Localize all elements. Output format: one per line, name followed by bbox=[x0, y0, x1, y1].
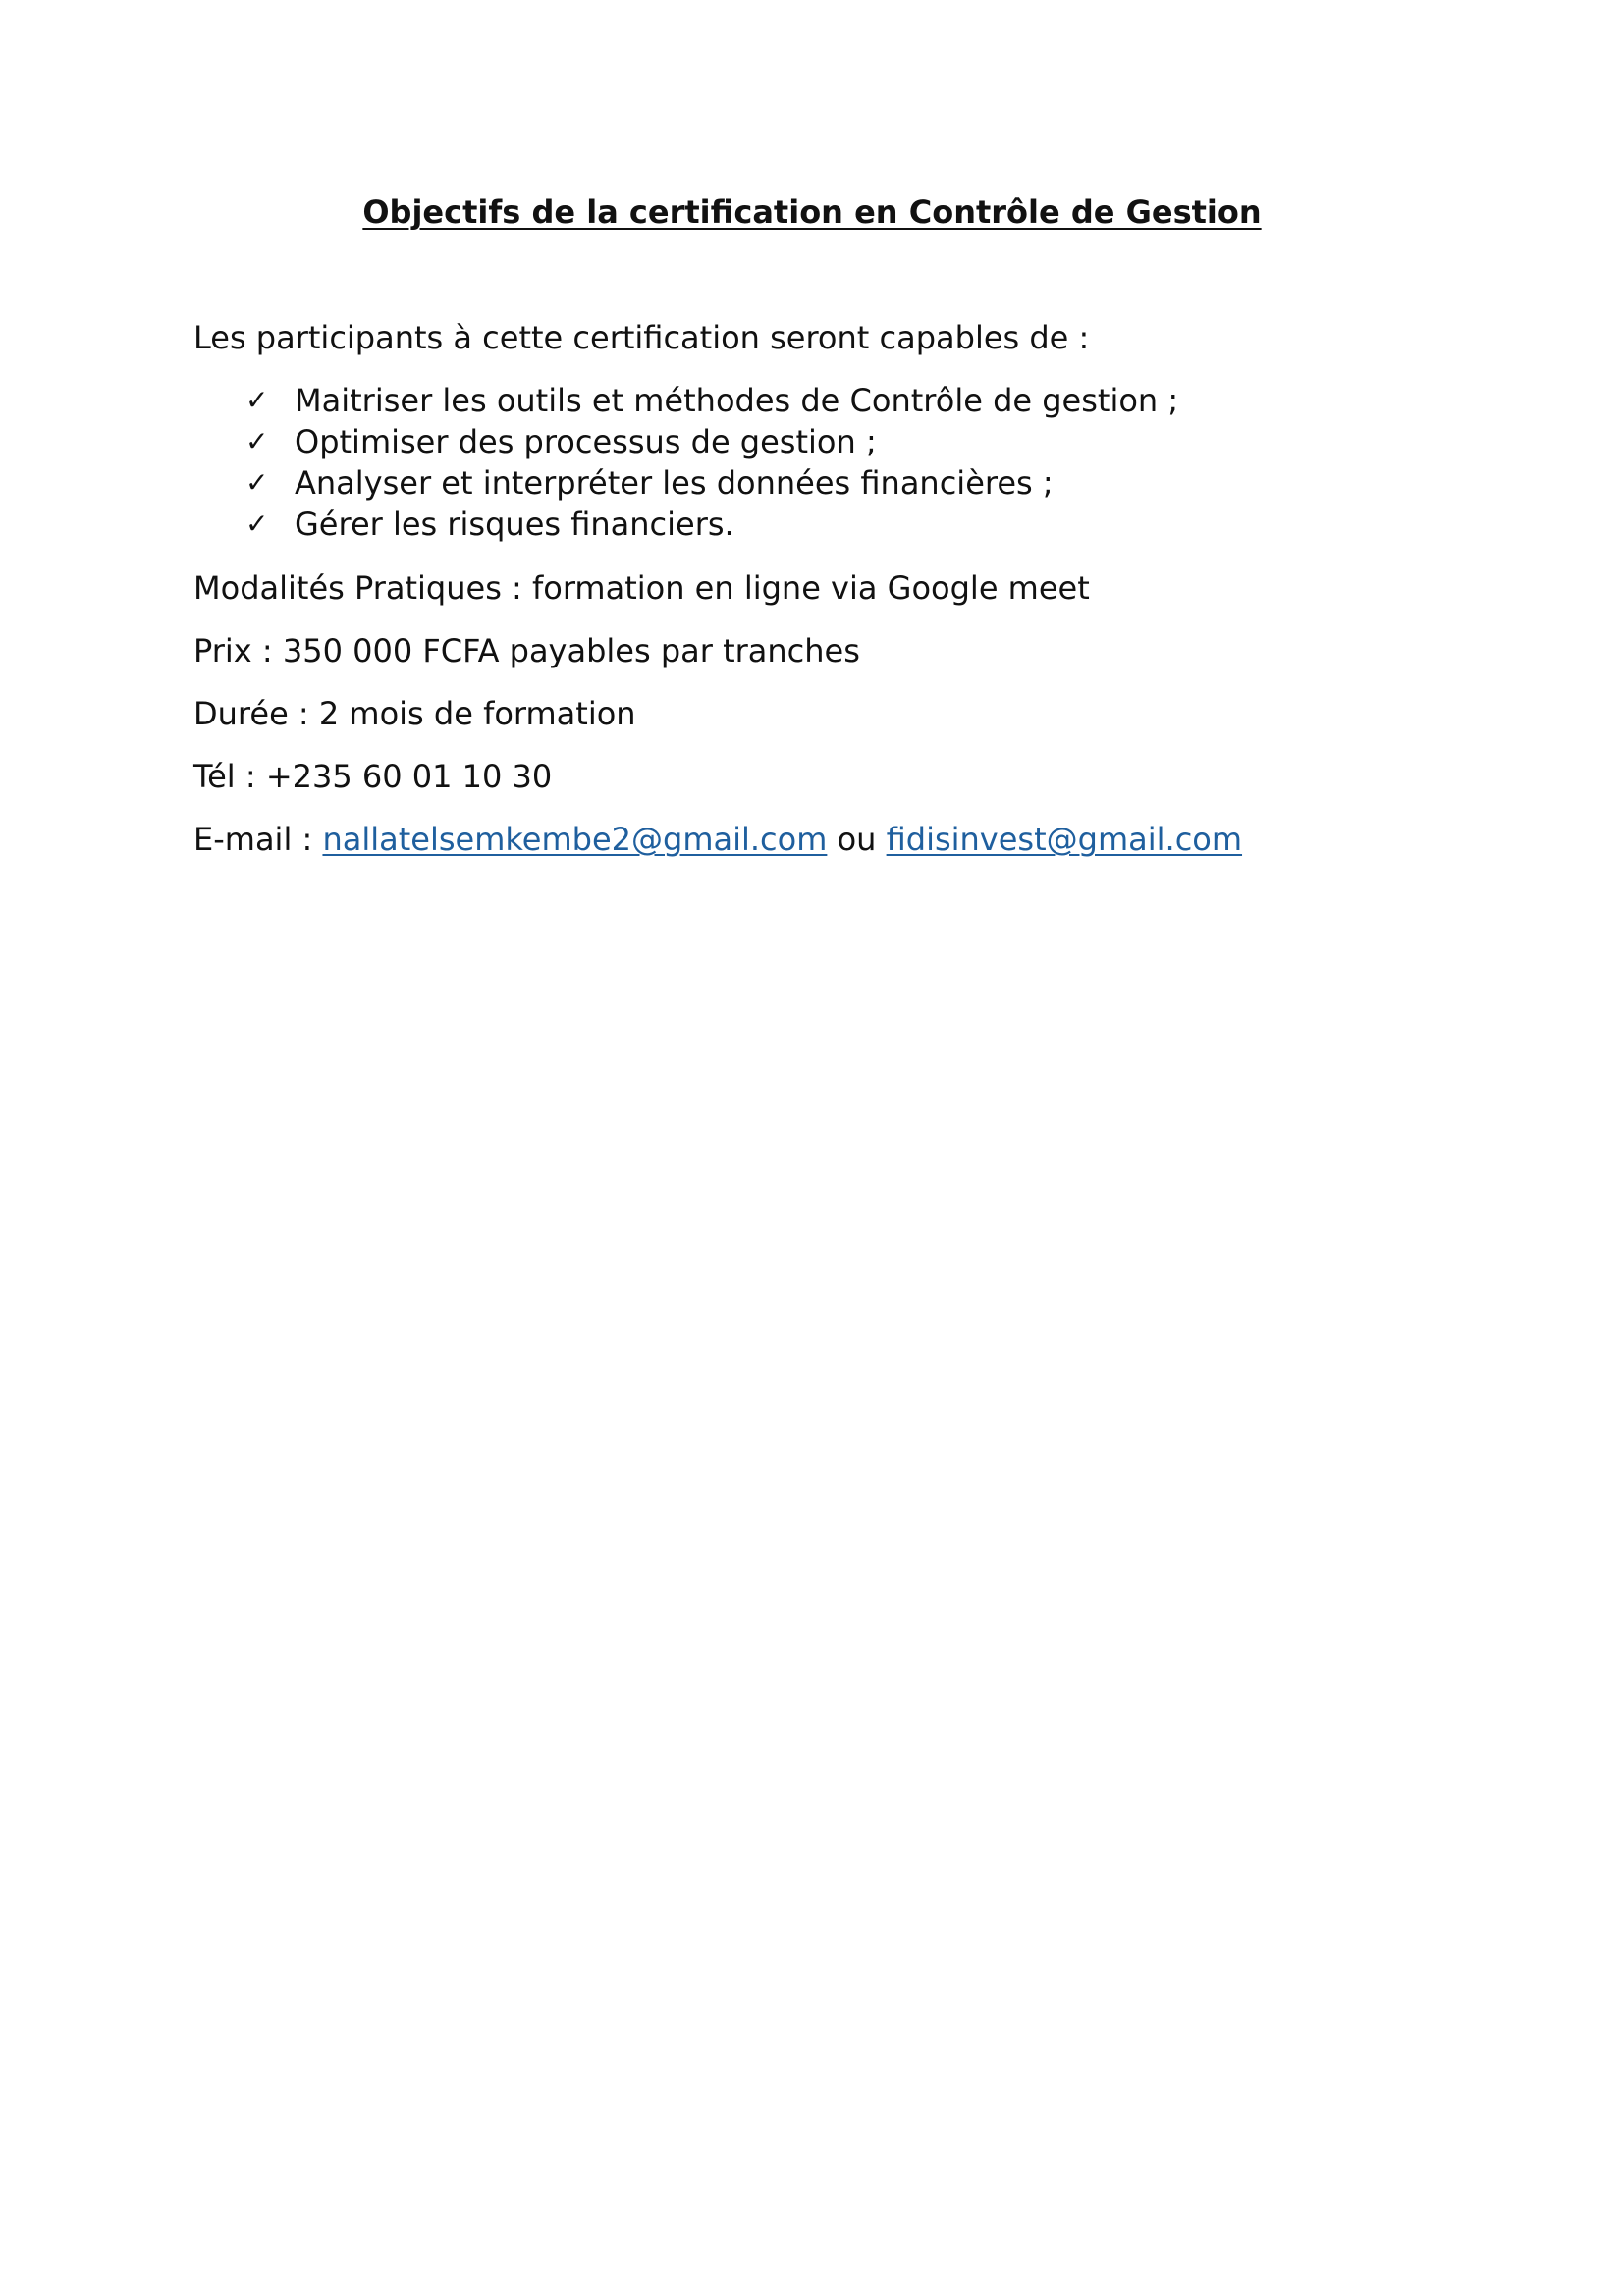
telephone-text: Tél : +235 60 01 10 30 bbox=[193, 758, 553, 795]
objective-text: Maitriser les outils et méthodes de Contrôle de gestion ; bbox=[295, 382, 1179, 419]
intro-text: Les participants à cette certification seront capables de : bbox=[193, 319, 1090, 356]
email-line bbox=[193, 818, 1242, 861]
check-icon: ✓ bbox=[245, 425, 269, 457]
list-item bbox=[245, 421, 1178, 462]
email-label: E-mail : bbox=[193, 821, 323, 858]
duree-text: Durée : 2 mois de formation bbox=[193, 695, 636, 732]
objective-text: Optimiser des processus de gestion ; bbox=[295, 423, 877, 460]
email-link-secondary[interactable]: fidisinvest@gmail.com bbox=[886, 821, 1243, 858]
email-separator: ou bbox=[827, 821, 887, 858]
objective-text: Analyser et interpréter les données financières ; bbox=[295, 464, 1054, 502]
objective-text: Gérer les risques financiers. bbox=[295, 506, 734, 543]
list-item bbox=[245, 462, 1178, 504]
check-icon: ✓ bbox=[245, 507, 269, 540]
list-item bbox=[245, 380, 1178, 421]
check-icon: ✓ bbox=[245, 384, 269, 416]
page-title: Objectifs de la certification en Contrôle de Gestion bbox=[362, 193, 1262, 231]
modalites-text: Modalités Pratiques : formation en ligne via Google meet bbox=[193, 569, 1090, 607]
objectives-list bbox=[245, 380, 1178, 545]
list-item bbox=[245, 504, 1178, 545]
prix-text: Prix : 350 000 FCFA payables par tranches bbox=[193, 632, 860, 669]
check-icon: ✓ bbox=[245, 466, 269, 499]
email-link-primary[interactable]: nallatelsemkembe2@gmail.com bbox=[322, 821, 828, 858]
